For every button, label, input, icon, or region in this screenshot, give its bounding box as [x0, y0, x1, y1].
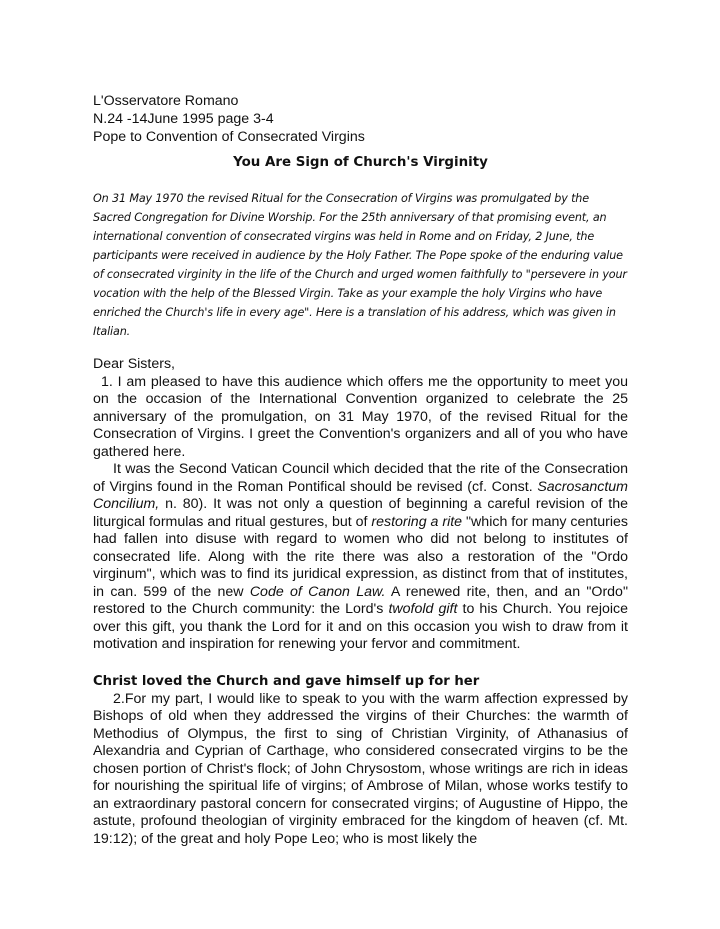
section-heading: Christ loved the Church and gave himself up for her — [93, 673, 480, 689]
paragraph-2-text-2: n. 80). It was not only a question of beginning a careful revision of the liturgical formulas and ritual gestures, but of — [93, 496, 628, 530]
article-subject: Pope to Convention of Consecrated Virgins — [93, 129, 365, 145]
salutation: Dear Sisters, — [93, 356, 175, 372]
paragraph-2-italic-1: Sacrosanctum Concilium, — [93, 478, 628, 512]
intro-paragraph: On 31 May 1970 the revised Ritual for the Consecration of Virgins was promulgated by the Sacred Congregation for Divine Worship. For the 25th anniversary of that promising event, an international convention of consecrated virgins was held in Rome and on Friday, 2 June, the participants were received in audience by the Holy Father. The Pope spoke of the enduring value of consecrated virginity in the life of the Church and urged women faithfully to "persevere in your vocation with the help of the Blessed Virgin. Take as your example the holy Virgins who have enriched the Church's life in every age". Here is a translation of his address, which was given in Italian. — [93, 192, 627, 338]
paragraph-2-text-3: "which for many centuries had fallen into disuse with regard to women who did not belong to institutes of consecrated life. Along with the rite there was also a restoration of the "Ordo virginum", which was to find its juridical expression, as distinct from that of institutes, in can. 599 of the new — [93, 513, 628, 600]
paragraph-2-text-1: It was the Second Vatican Council which decided that the rite of the Consecration of Virgins found in the Roman Pontifical should be revised (cf. Const. — [93, 461, 628, 495]
paragraph-3: 2.For my part, I would like to speak to you with the warm affection expressed by Bishops of old when they addressed the virgins of their Churches: the warmth of Methodius of Olympus, the first to sing of Christian Virginity, of Athanasius of Alexandria and Cyprian of Carthage, who considered consecrated virgins to be the chosen portion of Christ's flock; of John Chrysostom, whose writings are rich in ideas for nourishing the spiritual life of virgins; of Ambrose of Milan, whose works testify to an extraordinary pastoral concern for consecrated virgins; of Augustine of Hippo, the astute, profound theologian of virginity embraced for the kingdom of heaven (cf. Mt. 19:12); of the great and holy Pope Leo; who is most likely the — [93, 690, 628, 847]
article-title: You Are Sign of Church's Virginity — [233, 155, 488, 170]
paragraph-2-italic-3: Code of Canon Law. — [249, 583, 386, 600]
paragraph-1: 1. I am pleased to have this audience which offers me the opportunity to meet you on the occasion of the International Convention organized to celebrate the 25 anniversary of the promulgation, on 31 May 1970, of the revised Ritual for the Consecration of Virgins. I greet the Convention's organizers and all of you who have gathered here. — [93, 373, 628, 460]
paragraph-2-text-4: A renewed rite, then, and an "Ordo" restored to the Church community: the Lord's — [93, 583, 628, 617]
issue-info: N.24 -14June 1995 page 3-4 — [93, 111, 274, 127]
paragraph-2 — [93, 461, 628, 654]
document-page — [93, 92, 628, 848]
publication-name: L'Osservatore Romano — [93, 93, 239, 109]
paragraph-2-text-5: to his Church. You rejoice over this gift, you thank the Lord for it and on this occasion you wish to draw from it motivation and inspiration for renewing your fervor and commitment. — [93, 601, 628, 652]
paragraph-2-italic-2: restoring a rite — [371, 513, 463, 530]
paragraph-2-italic-4: twofold gift — [388, 601, 458, 617]
